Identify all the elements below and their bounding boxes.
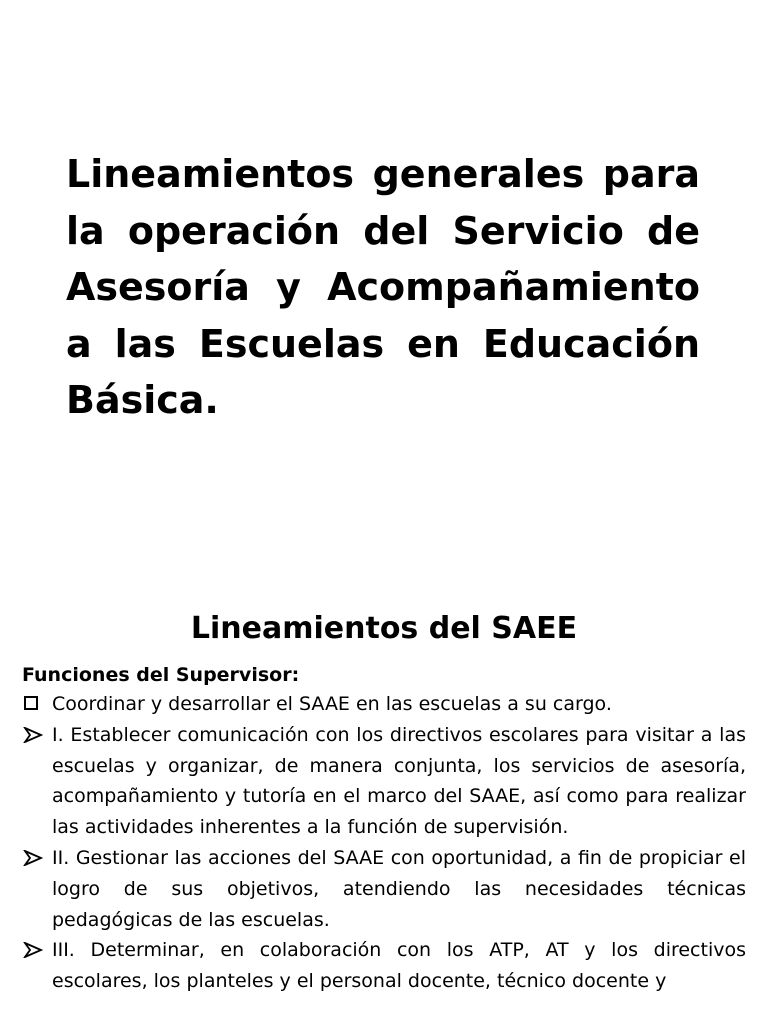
list-item-text: III. Determinar, en colaboración con los ATP, AT y los directivos escolares, los planteles y el personal docente, técnico docente y xyxy=(52,939,746,993)
arrow-icon xyxy=(22,720,48,750)
list-item-text: I. Establecer comunicación con los directivos escolares para visitar a las escuelas y organizar, de manera conjunta, los servicios de asesoría, acompañamiento y tutoría en el marco del SAAE, así como para realizar las actividades inherentes a la función de supervisión. xyxy=(52,723,746,839)
list-item xyxy=(22,689,746,720)
list-item xyxy=(22,935,746,997)
list-item xyxy=(22,843,746,935)
checkbox-icon xyxy=(22,689,48,719)
list-item-text: Coordinar y desarrollar el SAAE en las escuelas a su cargo. xyxy=(52,693,612,715)
section-title: Lineamientos del SAEE xyxy=(190,611,578,646)
functions-list xyxy=(22,689,746,997)
arrow-icon xyxy=(22,843,48,873)
functions-subheading: Funciones del Supervisor: xyxy=(22,664,300,686)
slide-content xyxy=(0,575,768,1024)
arrow-icon xyxy=(22,935,48,965)
list-item xyxy=(22,720,746,843)
list-item-text: II. Gestionar las acciones del SAAE con oportunidad, a fin de propiciar el logro de sus objetivos, atendiendo las necesidades técnicas pedagógicas de las escuelas. xyxy=(52,846,746,931)
slide-title-heading: Lineamientos generales para la operación del Servicio de Asesoría y Acompañamiento a las Escuelas en Educación Básica. xyxy=(66,152,700,422)
